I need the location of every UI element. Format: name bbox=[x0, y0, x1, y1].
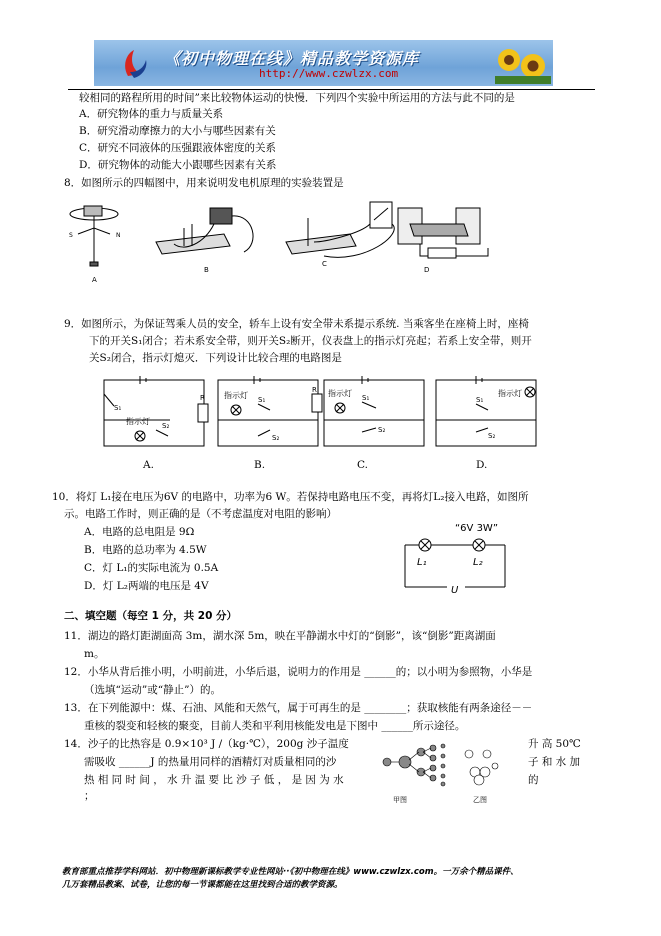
q14-nuclear-figure bbox=[375, 742, 525, 810]
section2-title: 二、填空题（每空 1 分，共 20 分） bbox=[64, 610, 238, 622]
q7-stem: 较相同的路程所用的时间”来比较物体运动的快慢．下列四个实验中所运用的方法与此不同的是 bbox=[79, 92, 515, 104]
q9-circuit-c bbox=[324, 376, 424, 446]
q9-b-r: R bbox=[312, 386, 317, 394]
footer-line2: 几万套精品教案、试卷，让您的每一节课都能在这里找到合适的教学资源。 bbox=[62, 880, 343, 890]
q14-fig-jia: 甲图 bbox=[393, 796, 407, 804]
q9-line3: 关S₂闭合，指示灯熄灭．下列设计比较合理的电路图是 bbox=[89, 352, 342, 364]
q9-line1: 9．如图所示，为保证驾乘人员的安全，轿车上设有安全带未系提示系统. 当乘客坐在座椅上时，座椅 bbox=[64, 318, 529, 330]
q13-line1: 13．在下列能源中：煤、石油、风能和天然气，属于可再生的是 ________；获取核能有两条途径－－ bbox=[64, 702, 533, 714]
q10-fig-rating: “6V 3W” bbox=[455, 523, 498, 534]
q8-figure-c bbox=[286, 202, 394, 257]
header-rule bbox=[68, 89, 595, 90]
q14-line2-right: 子 和 水 加 bbox=[528, 756, 581, 768]
q9-d-s2: S₂ bbox=[488, 432, 496, 440]
q10-fig-l1: L₁ bbox=[417, 557, 427, 568]
q8-label-a: A bbox=[92, 276, 97, 284]
q8-a-n: N bbox=[116, 232, 121, 239]
q10-circuit bbox=[395, 519, 525, 601]
q7-option-c: C．研究不同液体的压强跟液体密度的关系 bbox=[79, 142, 277, 154]
q14-line3-right: 的 bbox=[528, 774, 539, 786]
q7-option-a: A．研究物体的重力与质量关系 bbox=[79, 108, 224, 120]
q9-a-s1: S₁ bbox=[114, 404, 122, 412]
header-title: 《初中物理在线》精品教学资源库 bbox=[164, 49, 420, 68]
site-logo-icon bbox=[120, 48, 150, 80]
q14-line1: 14．沙子的比热容是 0.9×10³ J /（kg·℃），200g 沙子温度 bbox=[64, 738, 349, 750]
q9-choice-c: C. bbox=[357, 459, 368, 471]
q8-figure-a bbox=[70, 206, 118, 266]
header-url: http://www.czwlzx.com bbox=[259, 67, 399, 80]
q7-option-d: D．研究物体的动能大小跟哪些因素有关系 bbox=[79, 159, 277, 171]
header-banner bbox=[94, 40, 553, 86]
q9-a-lamp: 指示灯 bbox=[126, 417, 150, 426]
q8-label-d: D bbox=[424, 266, 430, 274]
footer-line1: 教育部重点推荐学科网站．初中物理新课标教学专业性网站··《初中物理在线》www.czwlzx.com。一万余个精品课件、 bbox=[62, 867, 519, 877]
q8-figures bbox=[64, 194, 504, 294]
q14-line2: 需吸收 ______J 的热量用同样的酒精灯对质量相同的沙 bbox=[84, 756, 337, 768]
q11-line1: 11．湖边的路灯距湖面高 3m，湖水深 5m，映在平静湖水中灯的“倒影”，该“倒影”距离湖面 bbox=[64, 630, 496, 642]
q8-label-c: C bbox=[322, 260, 327, 268]
sunflower-icon bbox=[495, 44, 551, 84]
q8-stem: 8．如图所示的四幅图中，用来说明发电机原理的实验装置是 bbox=[64, 177, 344, 189]
q10-option-d: D．灯 L₂两端的电压是 4V bbox=[84, 580, 209, 592]
q9-circuit-b bbox=[218, 376, 322, 446]
q9-b-s2: S₂ bbox=[272, 434, 280, 442]
q9-a-r: R bbox=[200, 394, 205, 402]
q9-c-lamp: 指示灯 bbox=[328, 389, 352, 398]
q9-choice-d: D. bbox=[476, 459, 488, 471]
q9-choice-b: B. bbox=[254, 459, 266, 471]
q8-figure-b bbox=[156, 208, 253, 254]
q10-line1: 10．将灯 L₁接在电压为6V 的电路中，功率为6 W。若保持电路电压不变，再将灯L₂接入电路，如图所 bbox=[52, 491, 529, 503]
q14-line1-right: 升 高 50℃ bbox=[528, 738, 581, 750]
q14-line3: 热 相 同 时 间 ， 水 升 温 要 比 沙 子 低 ， 是 因 为 水 bbox=[84, 774, 344, 786]
q9-a-s2: S₂ bbox=[162, 422, 170, 430]
q7-option-b: B．研究滑动摩擦力的大小与哪些因素有关 bbox=[79, 125, 276, 137]
q14-line4: ； bbox=[84, 790, 95, 802]
q10-fig-u: U bbox=[451, 585, 459, 596]
q9-line2: 下的开关S₁闭合；若未系安全带，则开关S₂断开，仪表盘上的指示灯亮起；若系上安全带，则开 bbox=[89, 335, 532, 347]
q12-line2: （选填“运动”或“静止”）的。 bbox=[84, 684, 221, 696]
q10-line2: 示。电路工作时，则正确的是（不考虑温度对电阻的影响） bbox=[64, 508, 337, 520]
q9-d-lamp: 指示灯 bbox=[498, 389, 522, 398]
q9-circuits bbox=[100, 370, 550, 470]
q8-a-s: S bbox=[69, 232, 73, 239]
q10-fig-l2: L₂ bbox=[473, 557, 483, 568]
q8-figure-d bbox=[398, 208, 488, 258]
q9-c-s2: S₂ bbox=[378, 426, 386, 434]
q9-choice-a: A. bbox=[143, 459, 154, 471]
q13-line2: 重核的裂变和轻核的聚变，目前人类和平利用核能发电是下图中 ______所示途径。 bbox=[84, 720, 466, 732]
q9-b-lamp: 指示灯 bbox=[224, 391, 248, 400]
q9-c-s1: S₁ bbox=[362, 394, 370, 402]
q9-circuit-d bbox=[436, 376, 536, 446]
q9-d-s1: S₁ bbox=[476, 396, 484, 404]
q11-line2: m。 bbox=[84, 648, 105, 660]
q9-b-s1: S₁ bbox=[258, 396, 266, 404]
q12-line1: 12．小华从背后推小明，小明前进，小华后退，说明力的作用是 ______的；以小明为参照物，小华是 bbox=[64, 666, 533, 678]
q10-option-a: A．电路的总电阻是 9Ω bbox=[84, 526, 195, 538]
q8-label-b: B bbox=[204, 266, 209, 274]
q14-fig-yi: 乙图 bbox=[473, 796, 487, 804]
q10-option-c: C．灯 L₁的实际电流为 0.5A bbox=[84, 562, 219, 574]
q10-option-b: B．电路的总功率为 4.5W bbox=[84, 544, 207, 556]
